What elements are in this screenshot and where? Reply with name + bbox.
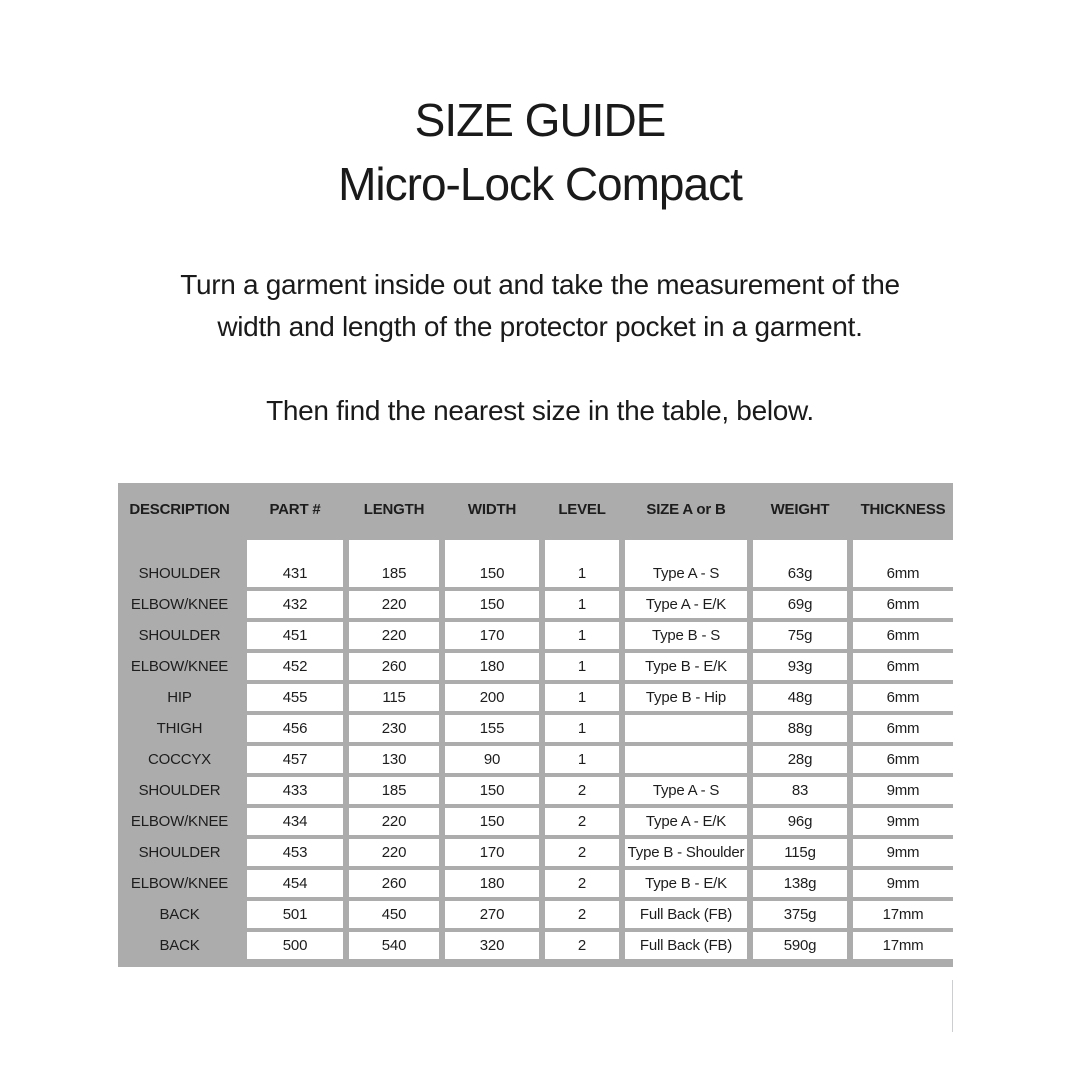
table-cell: 185 (349, 540, 439, 587)
table-cell: 431 (247, 540, 343, 587)
table-cell: 9mm (853, 839, 953, 866)
size-table (118, 483, 953, 967)
table-cell: 1 (545, 684, 619, 711)
vertical-divider (952, 980, 953, 1032)
table-cell: 200 (445, 684, 539, 711)
table-cell: 63g (753, 540, 847, 587)
table-cell: Type B - S (625, 622, 747, 649)
table-cell: 170 (445, 839, 539, 866)
table-cell: 75g (753, 622, 847, 649)
table-cell: 220 (349, 591, 439, 618)
row-description: HIP (167, 689, 192, 706)
column-header: LEVEL (558, 501, 606, 518)
table-cell: 138g (753, 870, 847, 897)
table-cell: 2 (545, 932, 619, 959)
table-cell: 83 (753, 777, 847, 804)
table-cell: 6mm (853, 653, 953, 680)
table-cell: 17mm (853, 932, 953, 959)
table-cell: 220 (349, 808, 439, 835)
table-cell: 456 (247, 715, 343, 742)
column-header: SIZE A or B (646, 501, 726, 518)
table-cell: Type A - E/K (625, 808, 747, 835)
table-cell: 96g (753, 808, 847, 835)
table-cell: 180 (445, 653, 539, 680)
table-cell: Type A - S (625, 777, 747, 804)
instruction-line2: width and length of the protector pocket in a garment. (217, 311, 863, 342)
column-header: WEIGHT (770, 501, 830, 518)
table-cell: 150 (445, 540, 539, 587)
table-cell: 2 (545, 839, 619, 866)
table-cell: 2 (545, 901, 619, 928)
table-cell: Full Back (FB) (625, 932, 747, 959)
table-cell: Type A - S (625, 540, 747, 587)
table-cell: 453 (247, 839, 343, 866)
table-cell: 9mm (853, 777, 953, 804)
table-cell: 115g (753, 839, 847, 866)
table-cell: 375g (753, 901, 847, 928)
table-cell: 270 (445, 901, 539, 928)
table-cell: 90 (445, 746, 539, 773)
table-cell: 434 (247, 808, 343, 835)
table-cell: Type A - E/K (625, 591, 747, 618)
table-cell: 150 (445, 591, 539, 618)
table-cell: 432 (247, 591, 343, 618)
table-cell: Type B - Hip (625, 684, 747, 711)
column-header: THICKNESS (860, 501, 946, 518)
table-cell: 2 (545, 777, 619, 804)
table-cell: 1 (545, 540, 619, 587)
table-cell: 115 (349, 684, 439, 711)
table-cell: 180 (445, 870, 539, 897)
column-header: LENGTH (363, 501, 425, 518)
row-description: THIGH (156, 720, 203, 737)
table-cell: 93g (753, 653, 847, 680)
table-cell: 150 (445, 777, 539, 804)
table-cell: 454 (247, 870, 343, 897)
table-cell: 1 (545, 622, 619, 649)
table-cell: Type B - Shoulder (625, 839, 747, 866)
table-cell: 1 (545, 746, 619, 773)
table-cell: 130 (349, 746, 439, 773)
row-description: SHOULDER (138, 565, 221, 582)
table-cell: 500 (247, 932, 343, 959)
row-description: SHOULDER (138, 844, 221, 861)
table-cell: 6mm (853, 540, 953, 587)
table-cell: 155 (445, 715, 539, 742)
row-description: ELBOW/KNEE (130, 875, 229, 892)
row-description: BACK (159, 906, 200, 923)
column-header: WIDTH (467, 501, 517, 518)
table-cell: 320 (445, 932, 539, 959)
instruction-line1: Turn a garment inside out and take the measurement of the (180, 269, 900, 300)
table-cell: 9mm (853, 808, 953, 835)
page-title-line2: Micro-Lock Compact (338, 158, 742, 210)
table-cell: 6mm (853, 715, 953, 742)
table-cell: 455 (247, 684, 343, 711)
table-cell: 2 (545, 808, 619, 835)
table-cell: Full Back (FB) (625, 901, 747, 928)
table-cell: 260 (349, 870, 439, 897)
table-cell: 230 (349, 715, 439, 742)
table-cell: 9mm (853, 870, 953, 897)
table-cell: 2 (545, 870, 619, 897)
table-cell: 17mm (853, 901, 953, 928)
page-title (0, 88, 1080, 216)
table-cell: 170 (445, 622, 539, 649)
row-description: ELBOW/KNEE (130, 813, 229, 830)
instruction-paragraph-2 (0, 396, 1080, 426)
table-cell: 450 (349, 901, 439, 928)
table-cell: 1 (545, 653, 619, 680)
table-cell (625, 715, 747, 742)
table-cell: 1 (545, 591, 619, 618)
row-description: ELBOW/KNEE (130, 596, 229, 613)
table-cell (625, 746, 747, 773)
table-cell: 1 (545, 715, 619, 742)
table-cell: 6mm (853, 746, 953, 773)
table-cell: Type B - E/K (625, 653, 747, 680)
table-cell: 69g (753, 591, 847, 618)
table-cell: 88g (753, 715, 847, 742)
table-cell: 6mm (853, 684, 953, 711)
row-description: SHOULDER (138, 627, 221, 644)
table-cell: 451 (247, 622, 343, 649)
table-cell: 433 (247, 777, 343, 804)
instruction-line3: Then find the nearest size in the table, below. (266, 395, 814, 426)
column-header: DESCRIPTION (129, 501, 230, 518)
row-description: ELBOW/KNEE (130, 658, 229, 675)
table-cell: 260 (349, 653, 439, 680)
table-cell: 540 (349, 932, 439, 959)
table-cell: 501 (247, 901, 343, 928)
table-cell: 48g (753, 684, 847, 711)
row-description: COCCYX (148, 751, 211, 768)
table-cell: 185 (349, 777, 439, 804)
table-cell: 6mm (853, 591, 953, 618)
table-cell: 150 (445, 808, 539, 835)
table-cell: 590g (753, 932, 847, 959)
table-cell: 457 (247, 746, 343, 773)
table-cell: 28g (753, 746, 847, 773)
table-cell: 220 (349, 622, 439, 649)
table-cell: 6mm (853, 622, 953, 649)
page-title-line1: SIZE GUIDE (414, 94, 666, 146)
row-description: SHOULDER (138, 782, 221, 799)
table-cell: 220 (349, 839, 439, 866)
table-cell: 452 (247, 653, 343, 680)
instruction-paragraph-1 (0, 264, 1080, 348)
table-cell: Type B - E/K (625, 870, 747, 897)
column-header: PART # (269, 501, 321, 518)
row-description: BACK (159, 937, 200, 954)
